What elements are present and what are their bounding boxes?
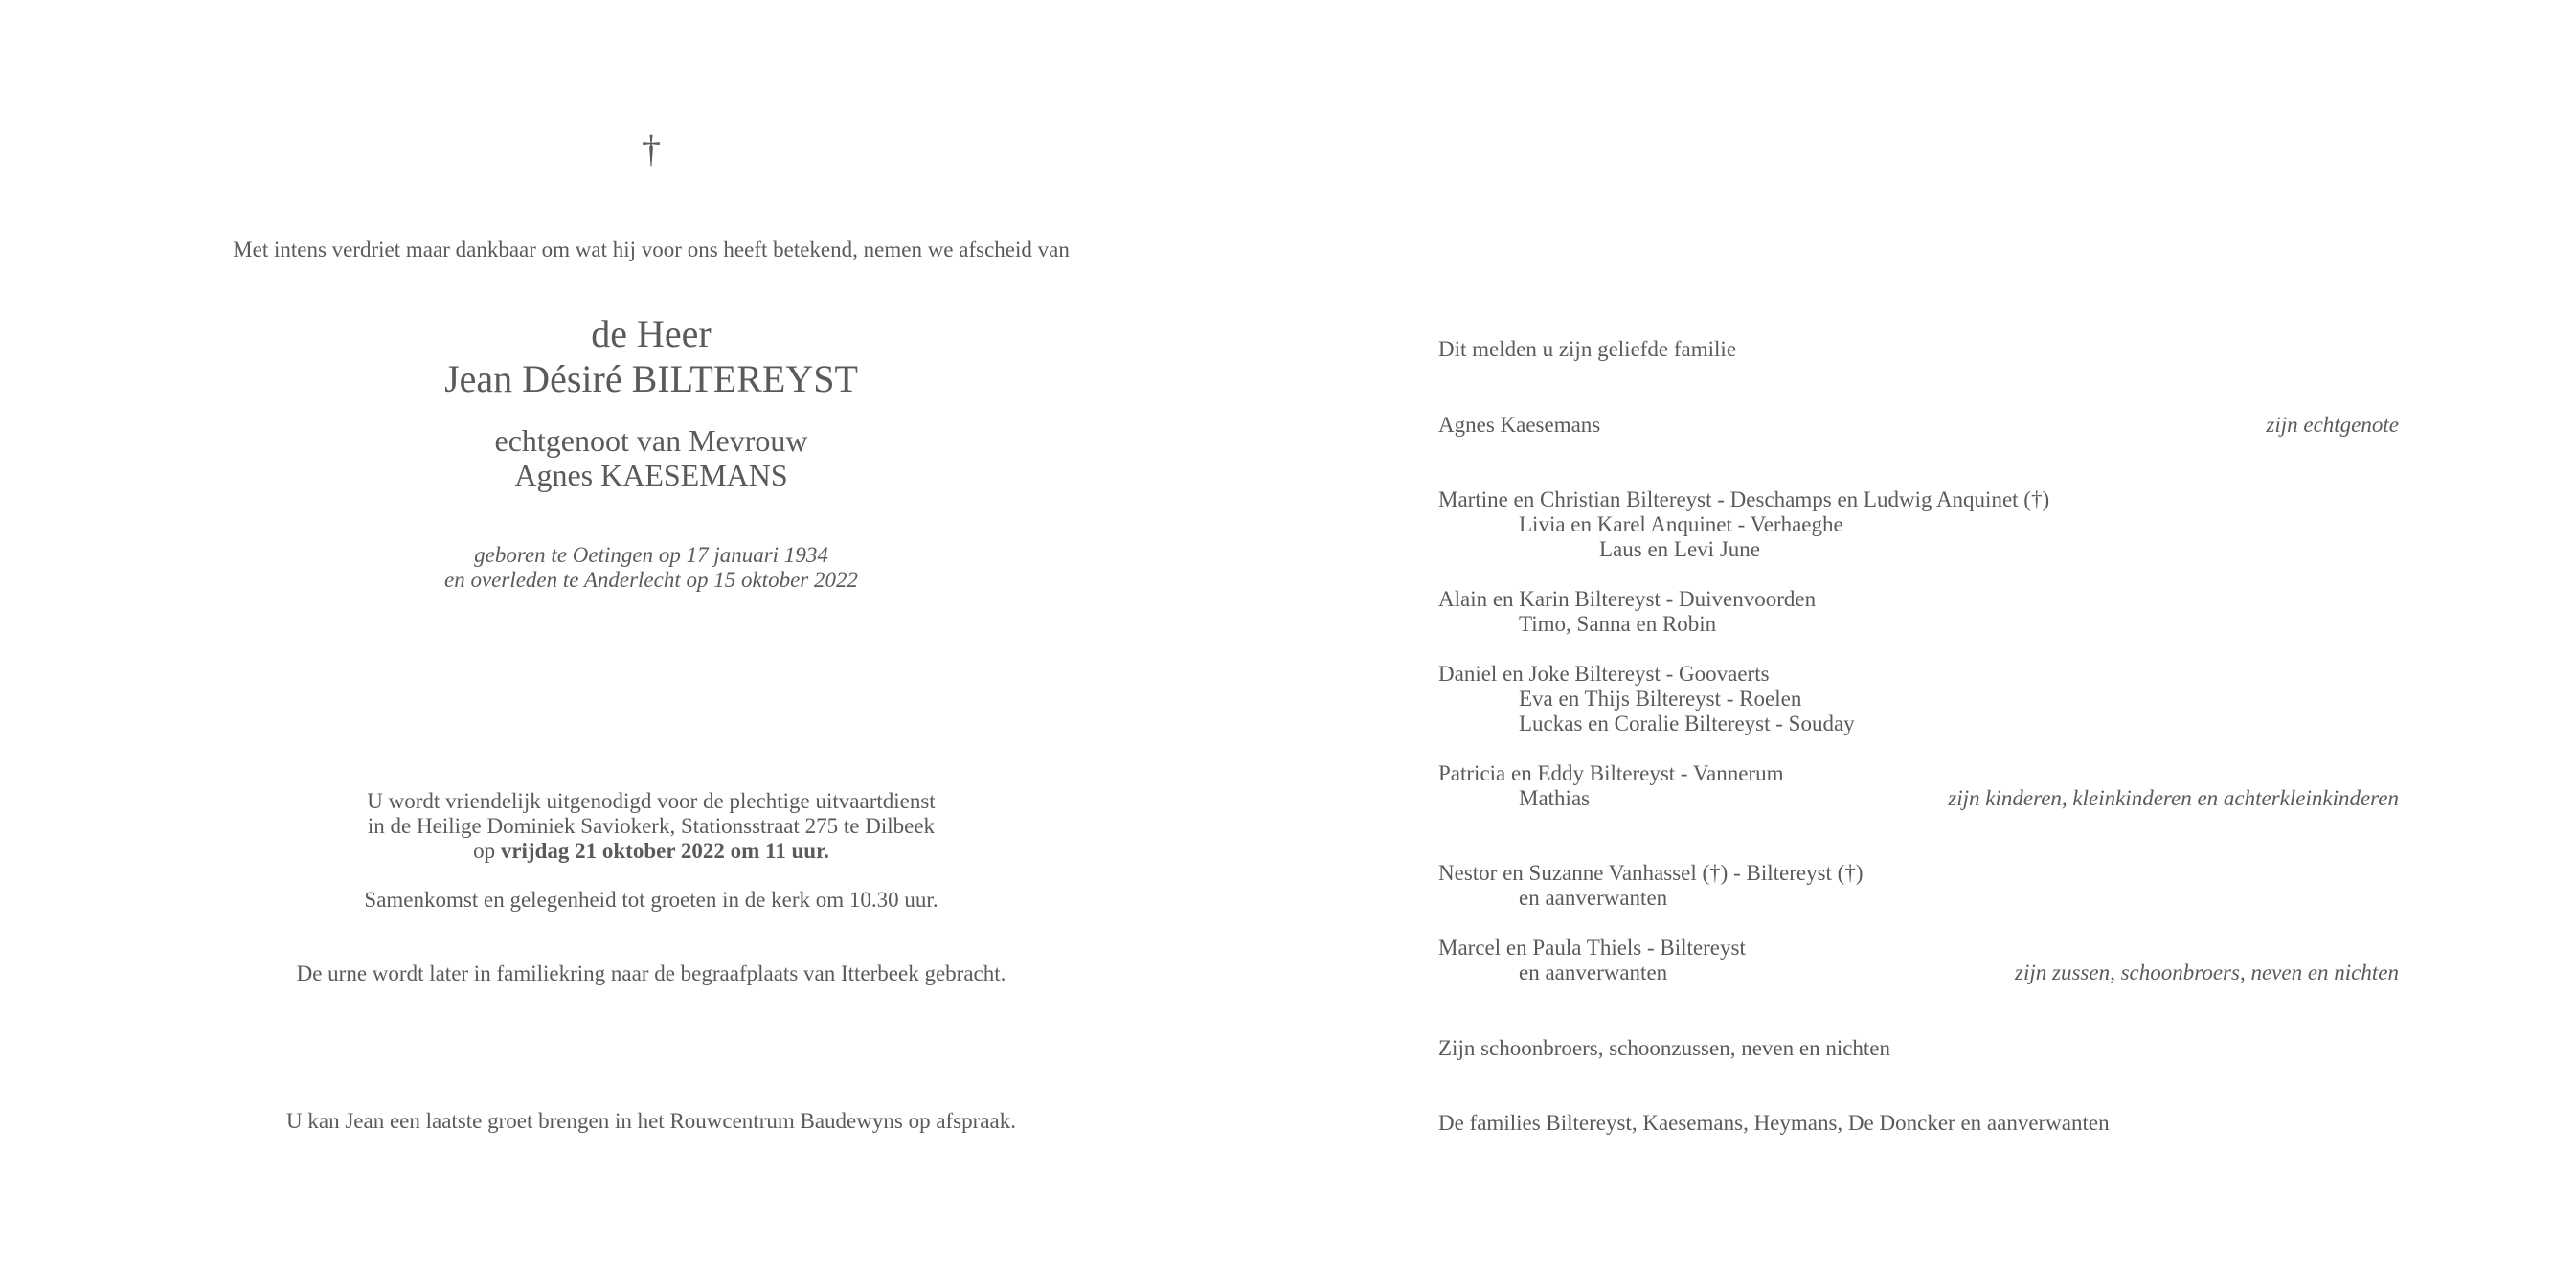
inlaws-text: Zijn schoonbroers, schoonzussen, neven en nichten [1438, 1036, 1891, 1060]
family-4-line-2: Mathias [1519, 786, 1591, 810]
siblings-relation: zijn zussen, schoonbroers, neven en nichten [2015, 960, 2399, 984]
urn-text: De urne wordt later in familiekring naar de begraafplaats van Itterbeek gebracht. [296, 961, 1006, 985]
ceremony-date: vrijdag 21 oktober 2022 om 11 uur. [500, 839, 829, 863]
family-3-line-3: Luckas en Coralie Biltereyst - Souday [1519, 712, 1855, 735]
sibling-1-line-2: en aanverwanten [1519, 886, 1668, 910]
family-1-line-1: Martine en Christian Biltereyst - Deschamps en Ludwig Anquinet (†) [1438, 487, 2050, 511]
family-group-4 [1438, 761, 2399, 811]
families-text: De families Biltereyst, Kaesemans, Heymans, De Doncker en aanverwanten [1438, 1111, 2110, 1135]
honorific: de Heer [591, 312, 712, 355]
sibling-1-line-1: Nestor en Suzanne Vanhassel (†) - Biltereyst (†) [1438, 861, 1864, 885]
sibling-group-2 [1438, 936, 2399, 985]
family-2-line-2: Timo, Sanna en Robin [1519, 612, 1717, 636]
children-relation: zijn kinderen, kleinkinderen en achterkleinkinderen [1948, 786, 2399, 810]
family-group-1 [1438, 487, 2399, 562]
announce-text: Dit melden u zijn geliefde familie [1438, 337, 1737, 361]
family-2-line-1: Alain en Karin Biltereyst - Duivenvoorden [1438, 587, 1817, 611]
wife-row [1438, 413, 2399, 438]
cross-symbol: † [642, 127, 661, 170]
family-1-line-3: Laus en Levi June [1599, 537, 1760, 561]
family-3-line-1: Daniel en Joke Biltereyst - Goovaerts [1438, 662, 1770, 686]
meeting-text: Samenkomst en gelegenheid tot groeten in de kerk om 10.30 uur. [364, 888, 938, 912]
ceremony-line-2: in de Heilige Dominiek Saviokerk, Stationsstraat 275 te Dilbeek [367, 814, 936, 838]
family-4-line-1: Patricia en Eddy Biltereyst - Vannerum [1438, 761, 1784, 785]
sibling-2-line-2: en aanverwanten [1519, 960, 1668, 984]
visit-text: U kan Jean een laatste groet brengen in het Rouwcentrum Baudewyns op afspraak. [286, 1109, 1016, 1133]
family-4-line-2-row [1438, 786, 2399, 811]
family-3-line-2: Eva en Thijs Biltereyst - Roelen [1519, 687, 1802, 711]
family-1-line-2: Livia en Karel Anquinet - Verhaeghe [1519, 512, 1843, 536]
family-group-2 [1438, 587, 2399, 637]
sibling-group-1 [1438, 861, 2399, 911]
death-line: en overleden te Anderlecht op 15 oktober 2022 [444, 568, 858, 592]
ceremony-line-1: U wordt vriendelijk uitgenodigd voor de plechtige uitvaartdienst [367, 789, 936, 813]
wife-name: Agnes Kaesemans [1438, 413, 1601, 437]
spouse-line-1: echtgenoot van Mevrouw [494, 423, 808, 458]
deceased-name-block [124, 311, 1178, 401]
sibling-2-line-1: Marcel en Paula Thiels - Biltereyst [1438, 936, 1746, 960]
family-group-3 [1438, 662, 2399, 736]
life-dates [124, 543, 1178, 593]
ceremony-invitation [124, 789, 1178, 864]
birth-line: geboren te Oetingen op 17 januari 1934 [474, 543, 828, 567]
intro-text: Met intens verdriet maar dankbaar om wat hij voor ons heeft betekend, nemen we afscheid van [233, 237, 1070, 261]
deceased-name: Jean Désiré BILTEREYST [444, 357, 858, 400]
spouse-block [124, 423, 1178, 492]
ceremony-line-3 [124, 839, 1178, 864]
ceremony-date-prefix: op [473, 839, 496, 863]
spouse-line-2: Agnes KAESEMANS [514, 458, 788, 492]
wife-relation: zijn echtgenote [2266, 413, 2399, 437]
sibling-2-line-2-row [1438, 960, 2399, 985]
